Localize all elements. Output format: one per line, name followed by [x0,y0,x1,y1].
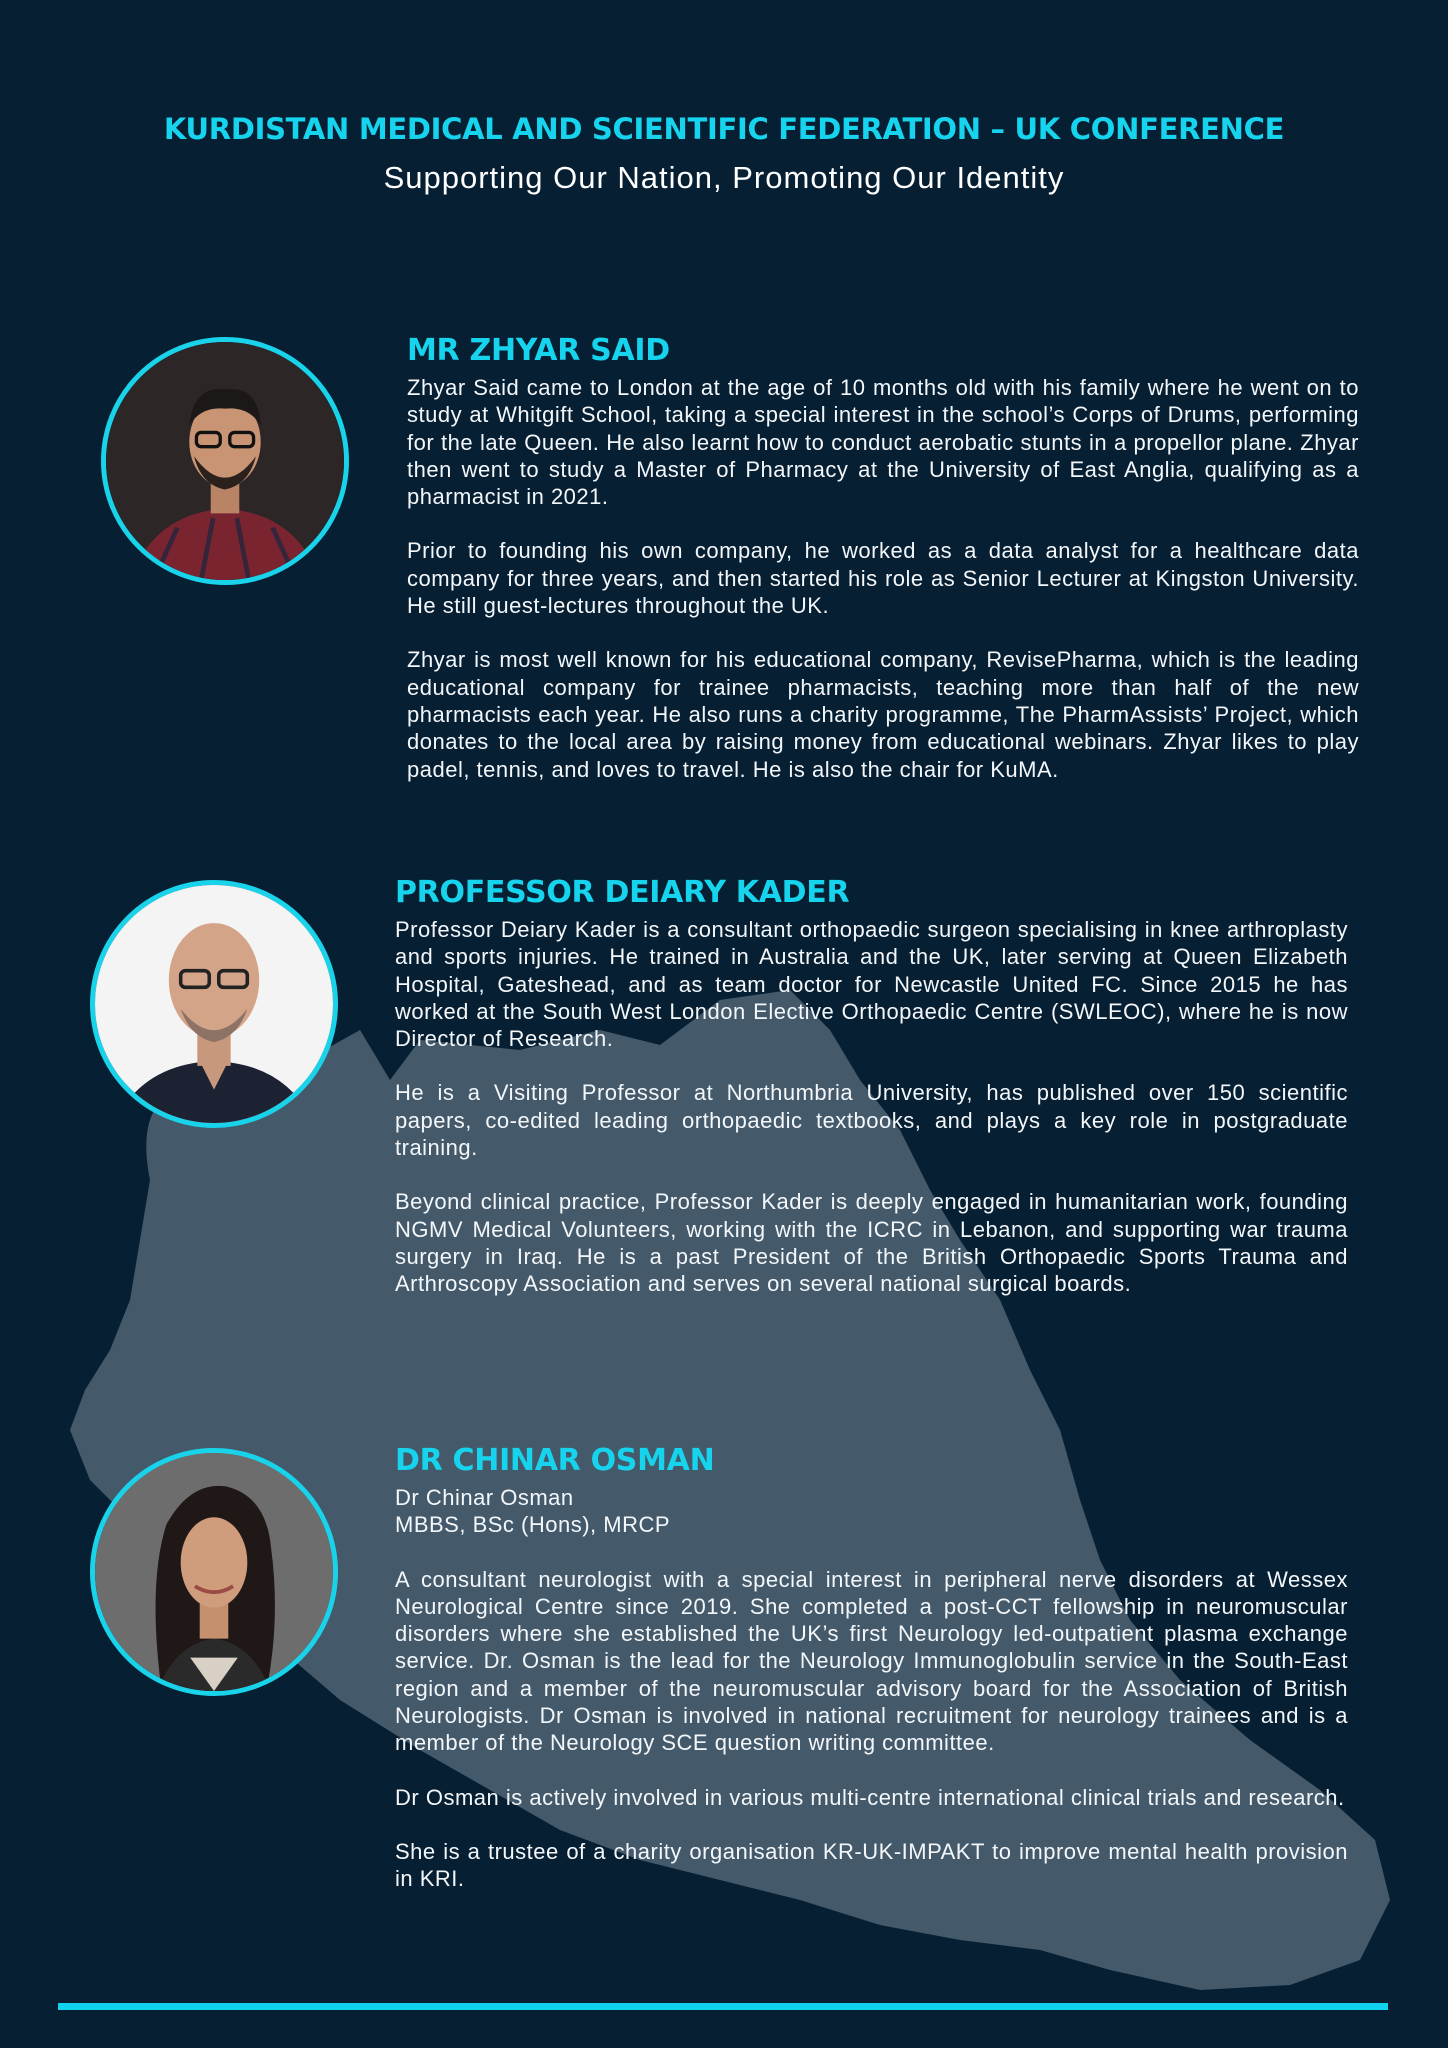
bio-paragraph: She is a trustee of a charity organisation KR-UK-IMPAKT to improve mental health provision in KRI. [395,1838,1348,1892]
bio-paragraph: A consultant neurologist with a special interest in peripheral nerve disorders at Wessex Neurological Centre since 2019. She completed a post-CCT fellowship in neuromuscular disorders where she established the UK’s first Neurology led-outpatient plasma exchange service. Dr. Osman is the lead for the Neurology Immunoglobulin service in the South-East region and a member of the neuromuscular advisory board for the Association of British Neurologists. Dr Osman is involved in national recruitment for neurology trainees and is a member of the Neurology SCE question writing committee. [395,1566,1348,1756]
credential-degrees: MBBS, BSc (Hons), MRCP [395,1512,671,1538]
bio-paragraph: Zhyar Said came to London at the age of 10 months old with his family where he went on to study at Whitgift School, taking a special interest in the school’s Corps of Drums, performing for the late Queen. He also learnt how to conduct aerobatic stunts in a propellor plane. Zhyar then went to study a Master of Pharmacy at the University of East Anglia, qualifying as a pharmacist in 2021. [407,375,1359,510]
speaker-bio-chinar-osman [395,1443,1348,1920]
speaker-photo-zhyar-said [101,337,349,585]
conference-tagline: Supporting Our Nation, Promoting Our Identity [383,160,1065,195]
speaker-photo-deiary-kader [90,880,338,1128]
speaker-bio-deiary-kader [395,875,1348,1325]
bio-paragraph: Dr Osman is actively involved in various multi-centre international clinical trials and research. [395,1784,1345,1810]
conference-title: KURDISTAN MEDICAL AND SCIENTIFIC FEDERATION – UK CONFERENCE [163,112,1285,146]
speaker-name: PROFESSOR DEIARY KADER [395,875,850,910]
bio-paragraph: Zhyar is most well known for his educational company, RevisePharma, which is the leading educational company for trainee pharmacists, teaching more than half of the new pharmacists each year. He also runs a charity programme, The PharmAssists’ Project, which donates to the local area by raising money from educational webinars. Zhyar likes to play padel, tennis, and loves to travel. He is also the chair for KuMA. [407,647,1359,782]
speaker-bio-zhyar-said [407,333,1359,810]
bio-paragraph: Beyond clinical practice, Professor Kader is deeply engaged in humanitarian work, founding NGMV Medical Volunteers, working with the ICRC in Lebanon, and supporting war trauma surgery in Iraq. He is a past President of the British Orthopaedic Sports Trauma and Arthroscopy Association and serves on several national surgical boards. [395,1189,1348,1297]
speaker-name: MR ZHYAR SAID [407,333,670,368]
bottom-divider [58,2003,1388,2010]
avatar [95,885,333,1123]
avatar [106,342,344,580]
speaker-photo-chinar-osman [90,1448,338,1696]
bio-paragraph: Professor Deiary Kader is a consultant orthopaedic surgeon specialising in knee arthroplasty and sports injuries. He trained in Australia and the UK, later serving at Queen Elizabeth Hospital, Gateshead, and as team doctor for Newcastle United FC. Since 2015 he has worked at the South West London Elective Orthopaedic Centre (SWLEOC), where he is now Director of Research. [395,917,1348,1052]
bio-paragraph: Prior to founding his own company, he worked as a data analyst for a healthcare data company for three years, and then started his role as Senior Lecturer at Kingston University. He still guest-lectures throughout the UK. [407,538,1359,619]
credentials [395,1484,1348,1539]
credential-name: Dr Chinar Osman [395,1485,574,1510]
page-header [0,112,1448,196]
speaker-name: DR CHINAR OSMAN [395,1443,715,1478]
avatar [95,1453,333,1691]
bio-paragraph: He is a Visiting Professor at Northumbria University, has published over 150 scientific papers, co-edited leading orthopaedic textbooks, and plays a key role in postgraduate training. [395,1080,1348,1161]
